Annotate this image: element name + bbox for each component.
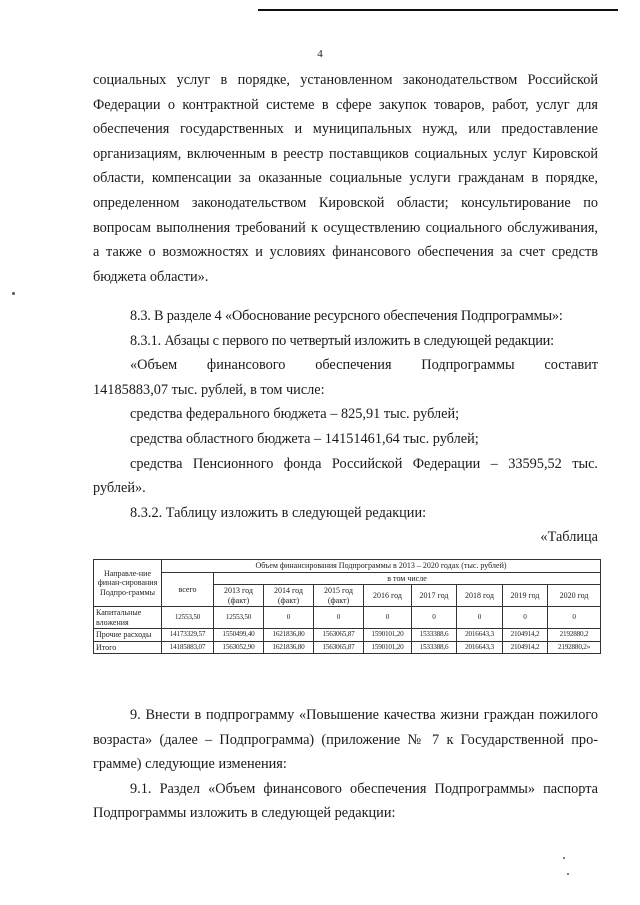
row-label: Прочие расходы: [94, 629, 162, 642]
table-header-year: 2013 год (факт): [214, 585, 264, 607]
table-cell: 12553,50: [162, 607, 214, 629]
table-cell: 1590101,20: [364, 629, 412, 642]
paragraph-volume-line2: 14185883,07 тыс. рублей, в том числе:: [93, 381, 325, 398]
paragraph-9-line1: 9. Внести в подпрограмму «Повышение качества жизни граждан пожилого: [130, 707, 598, 723]
table-cell: 14173329,57: [162, 629, 214, 642]
table-cell: 1563065,87: [314, 629, 364, 642]
table-cell: 2192880,2»: [548, 641, 601, 654]
paragraph-pension-line1: средства Пенсионного фонда Российской Федерации – 33595,52 тыс.: [130, 455, 598, 472]
paragraph-federal: средства федерального бюджета – 825,91 тыс. рублей;: [130, 406, 460, 423]
scan-speck: [567, 873, 569, 875]
table-cell: 0: [457, 607, 503, 629]
table-cell: 1533388,6: [412, 629, 457, 642]
paragraph-9-1-line1: 9.1. Раздел «Объем финансового обеспечения Подпрограммы» паспорта: [130, 780, 598, 797]
paragraph-8-3-2: 8.3.2. Таблицу изложить в следующей редакции:: [130, 504, 427, 521]
table-cell: 1563052,90: [214, 641, 264, 654]
table-cell: 14185883,07: [162, 641, 214, 654]
paragraph-volume-line1: «Объем финансового обеспечения Подпрограммы составит: [130, 357, 598, 374]
paragraph-8-3-1: 8.3.1. Абзацы с первого по четвертый изложить в следующей редакции:: [130, 332, 554, 349]
table-cell: 1533388,6: [412, 641, 457, 654]
table-cell: 1563065,87: [314, 641, 364, 654]
intro-line: а также о возможностях и условиях финансового обеспечения за счет средств: [93, 244, 598, 261]
table-header-year: 2020 год: [548, 585, 601, 607]
paragraph-9-line2: возраста» (далее – Подпрограмма) (приложение № 7 к Государственной про-: [93, 731, 598, 748]
intro-line: бюджета области».: [93, 268, 209, 285]
table-cell: 12553,50: [214, 607, 264, 629]
table-cell: 0: [364, 607, 412, 629]
table-cell: 2192880,2: [548, 629, 601, 642]
intro-line: вопросам выполнения требований к осуществлению социального обслуживания,: [93, 219, 598, 236]
table-cell: 2104914,2: [503, 641, 548, 654]
section-8-3: [93, 304, 598, 550]
intro-paragraph: [93, 68, 598, 289]
table-header-year: 2018 год: [457, 585, 503, 607]
page-number: 4: [317, 48, 323, 60]
financing-table: [93, 559, 601, 654]
table-row: [94, 641, 601, 654]
intro-line: определенном законодательством Кировской области; консультирование по: [93, 194, 598, 211]
table-cell: 1550499,40: [214, 629, 264, 642]
paragraph-9-1-line2: Подпрограммы изложить в следующей редакции:: [93, 805, 396, 822]
table-cell: 1621836,80: [264, 641, 314, 654]
table-header-year: 2015 год (факт): [314, 585, 364, 607]
paragraph-8-3: 8.3. В разделе 4 «Обоснование ресурсного обеспечения Подпрограммы»:: [130, 308, 563, 324]
table-cell: 0: [264, 607, 314, 629]
intro-line: обеспечения государственных и муниципальных нужд, или предоставление: [93, 121, 598, 138]
paragraph-pension-line2: рублей».: [93, 480, 146, 497]
intro-line: Федерации о контрактной системе в сфере закупок товаров, работ, услуг для: [93, 96, 598, 113]
paragraph-regional: средства областного бюджета – 14151461,64 тыс. рублей;: [130, 430, 479, 447]
table-cell: 0: [503, 607, 548, 629]
table-cell: 1590101,20: [364, 641, 412, 654]
paragraph-9-line3: грамме) следующие изменения:: [93, 756, 287, 773]
section-9: [93, 703, 598, 826]
table-header-year: 2016 год: [364, 585, 412, 607]
table-cell: 1621836,80: [264, 629, 314, 642]
table-header-year: 2019 год: [503, 585, 548, 607]
table-group-header: Объем финансирования Подпрограммы в 2013 – 2020 годах (тыс. рублей): [162, 560, 601, 573]
table-header-year: 2017 год: [412, 585, 457, 607]
row-label: Итого: [94, 641, 162, 654]
table-caption: «Таблица: [540, 529, 598, 546]
scan-speck: [12, 292, 15, 295]
table-header-total: всего: [162, 572, 214, 607]
table-row: [94, 607, 601, 629]
table-header-year: 2014 год (факт): [264, 585, 314, 607]
table-cell: 2016643,3: [457, 629, 503, 642]
table-corner-header: Направле-ние финан-сирования Подпро-граммы: [94, 560, 162, 607]
table-header-incl: в том числе: [214, 572, 601, 585]
table-row: [94, 629, 601, 642]
top-scan-rule: [258, 9, 618, 11]
intro-line: социальных услуг в порядке, установленном законодательством Российской: [93, 72, 598, 88]
scan-speck: [563, 857, 565, 859]
intro-line: организациям, включенным в реестр поставщиков социальных услуг Кировской: [93, 145, 598, 162]
table-cell: 2104914,2: [503, 629, 548, 642]
intro-line: области, компенсации за оказанные социальные услуги гражданам в порядке,: [93, 170, 598, 187]
table-cell: 0: [548, 607, 601, 629]
table-cell: 0: [412, 607, 457, 629]
table-cell: 0: [314, 607, 364, 629]
row-label: Капитальные вложения: [94, 607, 162, 629]
table-cell: 2016643,3: [457, 641, 503, 654]
